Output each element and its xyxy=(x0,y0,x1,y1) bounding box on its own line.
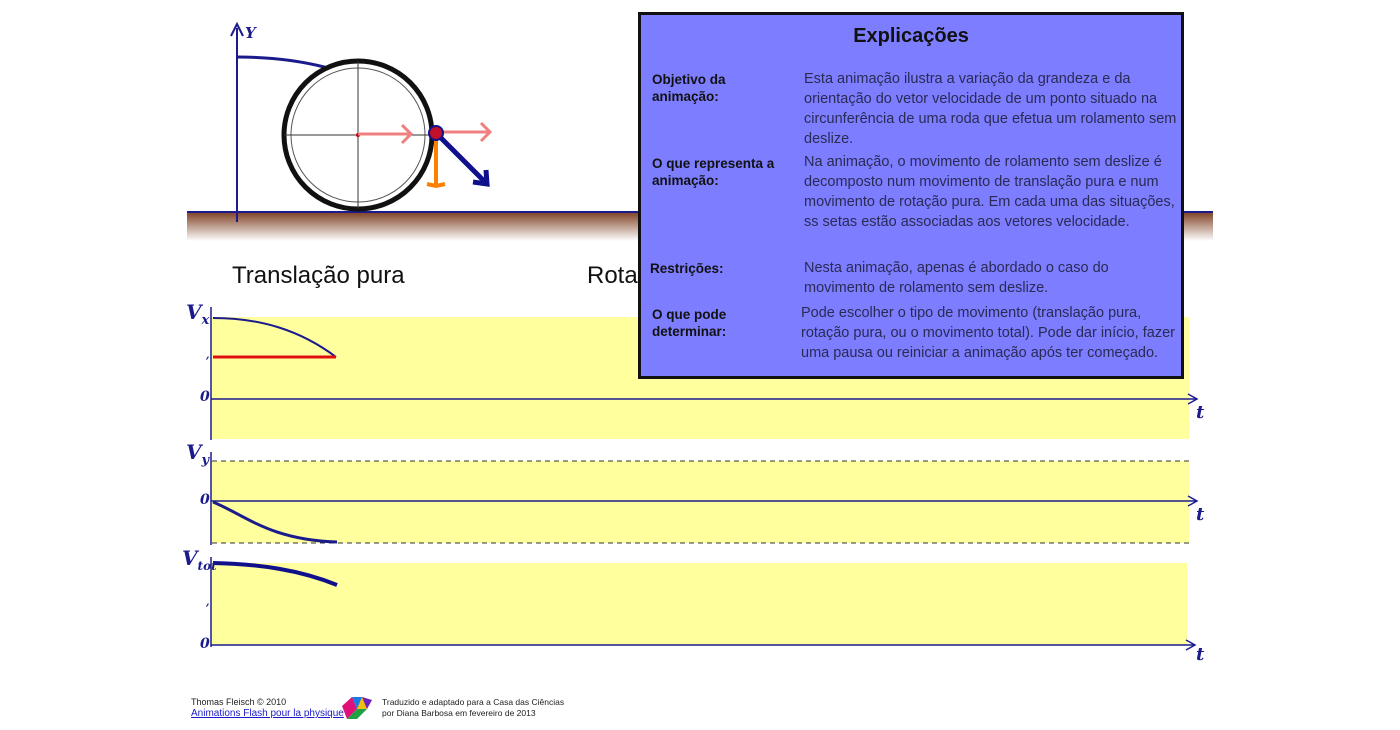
vx-axis-label: $V_x$ xyxy=(186,300,210,328)
row-label-restrictions: Restrições: xyxy=(650,261,724,276)
row-text-represents: Na animação, o movimento de rolamento sem deslize é decomposto num movimento de translação pura e num movimento de rotação pura. Em cada uma das situações, ss setas estão associadas aos vetores velocidade. xyxy=(804,154,1175,230)
vx-t-label: t xyxy=(1196,402,1205,423)
footer-translation-credit xyxy=(382,697,564,719)
vx-tick-label: , xyxy=(206,350,210,361)
footer-credits xyxy=(191,697,344,719)
mode-rotation-button[interactable]: Rota xyxy=(587,262,638,289)
row-label-objective: Objetivo da animação: xyxy=(652,72,726,104)
footer-author: Thomas Fleisch © 2010 xyxy=(191,697,287,707)
row-label-represents: O que representa a animação: xyxy=(652,156,775,188)
mode-translation-button[interactable]: Translação pura xyxy=(232,262,405,289)
row-text-restrictions: Nesta animação, apenas é abordado o caso do movimento de rolamento sem deslize. xyxy=(804,260,1109,296)
footer-link[interactable]: Animations Flash pour la physique xyxy=(191,708,344,719)
footer-credit-line2: por Diana Barbosa em fevereiro de 2013 xyxy=(382,708,536,718)
vy-axis-label: $V_y$ xyxy=(186,440,210,468)
explanations-panel xyxy=(638,12,1184,379)
tracked-point xyxy=(429,126,443,140)
vtot-axis-label: $V_{tot}$ xyxy=(182,546,217,573)
vtot-graph-area xyxy=(212,563,1187,645)
point-total-velocity-vector xyxy=(436,133,486,183)
casa-das-ciencias-logo xyxy=(342,697,372,719)
vtot-t-label: t xyxy=(1196,644,1205,665)
vy-zero-label: 0 xyxy=(200,492,210,508)
vtot-tick-label: , xyxy=(206,597,210,608)
footer-credit-line1: Traduzido e adaptado para a Casa das Ciências xyxy=(382,697,565,707)
vy-graph-area xyxy=(212,461,1189,543)
row-label-determine: O que pode determinar: xyxy=(652,307,727,339)
row-text-objective: Esta animação ilustra a variação da grandeza e da orientação do vetor velocidade de um ponto situado na circunferência de uma roda que efetua um rolamento sem deslize. xyxy=(804,71,1177,147)
y-axis-label: Y xyxy=(245,24,256,42)
panel-title: Explicações xyxy=(853,25,969,47)
vy-t-label: t xyxy=(1196,504,1205,525)
vx-zero-label: 0 xyxy=(200,389,210,405)
row-text-determine: Pode escolher o tipo de movimento (translação pura, rotação pura, ou o movimento total). Pode dar início, fazer uma pausa ou reiniciar a animação após ter começado. xyxy=(801,305,1175,361)
vtot-zero-label: 0 xyxy=(200,636,210,652)
